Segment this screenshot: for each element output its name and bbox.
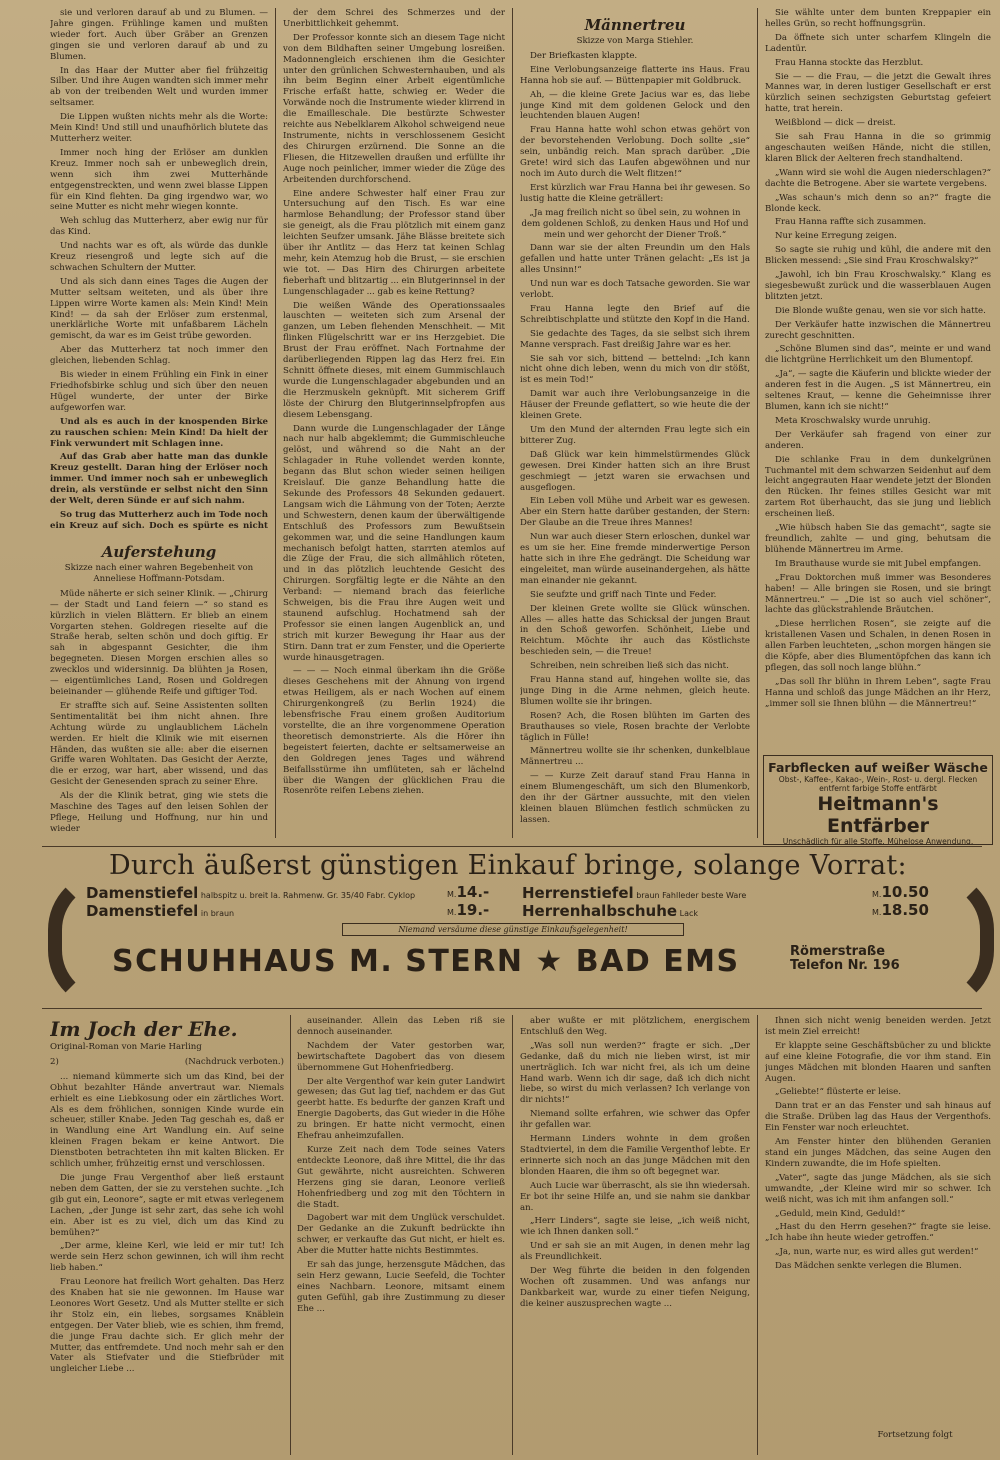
paragraph: Schreiben, nein schreiben ließ sich das nicht. xyxy=(530,661,729,672)
paragraph: Damit war auch ihre Verlobungsanzeige in die Häuser der Freunde geflattert, so wie heute die der kleinen Grete. xyxy=(520,389,750,422)
item-desc: Lack xyxy=(679,909,699,918)
paragraph: Am Fenster hinter den blühenden Geranien stand ein junges Mädchen, das seine Augen den Kindern zuwandte, die im Hofe spielten. xyxy=(765,1137,991,1169)
paragraph: Kurze Zeit nach dem Tode seines Vaters entdeckte Leonore, daß ihre Mittel, die ihr das Gut gewährte, nicht ausreichten. Schweren Herzens ging sie daran, Leonore verließ Hohenfriedberg und zog mit den Töchtern in die Stadt. xyxy=(297,1144,505,1210)
paragraph: „Schöne Blumen sind das“, meinte er und wand die lichtgrüne Herrlichkeit um den Blumentopf. xyxy=(765,344,991,366)
section-rule xyxy=(42,846,982,847)
paragraph: Die junge Frau Vergenthof aber ließ erstaunt neben dem Gatten, der sie zu verstehen suchte. „Ich gib gut ein, Leonore“, sagte er mit etwas verlegenem Lachen, „der Junge ist sehr zart, das sehe ich wohl ein. Aber ist es zu viel, dich um das Kind zu bemühen?“ xyxy=(50,1172,284,1238)
paragraph: Als der die Klinik betrat, ging wie stets die Maschine des Tages auf den leisen Sohlen der Pflege, Heilung und Hoffnung, nur hin und wieder xyxy=(50,791,268,834)
paragraph: So sagte sie ruhig und kühl, die andere mit den Blicken messend: „Sie sind Frau Kroschwalsky?“ xyxy=(765,245,991,267)
ad-line: entfernt farbige Stoffe entfärbt xyxy=(819,784,937,793)
paragraph: Aber das Mutterherz tat noch immer den gleichen, liebenden Schlag. xyxy=(50,345,268,367)
paragraph: „Diese herrlichen Rosen“, sie zeigte auf die kristallenen Vasen und Schalen, in denen Rosen in allen Farben leuchteten, „schon morgen hängen sie die Köpfe, aber dies Blumentöpfchen das kann ich pflegen, das soll noch lange blühn.“ xyxy=(765,619,991,673)
item-desc: in braun xyxy=(200,909,235,918)
paragraph: Nur keine Erregung zeigen. xyxy=(775,231,897,242)
paragraph: Er klappte seine Geschäftsbücher zu und blickte auf eine kleine Fotografie, die vor ihm stand. Ein junges Mädchen mit blonden Haaren und sanften Augen. xyxy=(765,1040,991,1084)
serial-column-2 xyxy=(297,1016,505,1456)
paragraph: Sie sah vor sich, bittend — bettelnd: „Ich kann nicht ohne dich leben, wenn du mich von dir stößt, ist es mein Tod!“ xyxy=(520,353,750,386)
paragraph: Weißblond — dick — dreist. xyxy=(775,118,896,129)
paragraph: „Ja, nun, warte nur, es wird alles gut werden!“ xyxy=(775,1247,979,1258)
paragraph: Männertreu wollte sie ihr schenken, dunkelblaue Männertreu ... xyxy=(520,746,750,768)
paragraph: Frau Hanna stand auf, hingehen wollte sie, das junge Ding in die Arme nehmen, gleich heute. Blumen wollte sie ihr bringen. xyxy=(520,675,750,707)
paragraph: „Hast du den Herrn gesehen?“ fragte sie leise. „Ich habe ihn heute wieder getroffen.“ xyxy=(765,1222,991,1244)
column-rule xyxy=(757,8,758,838)
paragraph: Im Brauthause wurde sie mit Jubel empfangen. xyxy=(775,558,982,569)
paragraph: Dagobert war mit dem Unglück verschuldet. Der Gedanke an die Zukunft bedrückte ihn schwer, er verkaufte das Gut nicht, er hielt es. Aber die Mutter hatte nichts Bestimmtes. xyxy=(297,1213,505,1257)
ad-headline: Farbflecken auf weißer Wäsche xyxy=(768,760,988,775)
paragraph: Eine andere Schwester half einer Frau zur Untersuchung auf den Tisch. Es war eine harmlose Behandlung; der Professor stand über sie geneigt, als die Frau plötzlich mit einem ganz leichten Seufzer umsank. Jähe Blässe breitete sich über ihr Antlitz — das Herz tat keinen Schlag mehr, kein Atemzug hob die Brust, — sie erschien wie tot. — Das Hirn des Chirurgen arbeitete fieberhaft und blitzartig ... ein Blutgerinnsel in der Lungenschlagader ... gab es keine Rettung? xyxy=(283,188,505,297)
paragraph: Die weißen Wände des Operationssaales lauschten — weiteten sich zum Arsenal der ganzen, um Leben flehenden Menschheit. — Mit flinken Flügelschritt war er ins Herzgebiet. Die Brust der Frau eröffnet. Nach Fortnahme der darüberliegenden Rippen lag das Herz frei. Ein Schnitt öffnete dieses, mit einem Gummischlauch wurde die Lungenschlagader abgebunden und an die Herzmuskeln geknüpft. Mit sicherem Griff löste der Chirurg den Blutgerinnselpfropfen aus diesem Lebensgang. xyxy=(283,300,505,420)
paragraph: Er straffte sich auf. Seine Assistenten sollten Sentimentalität bei ihm nicht ahnen. Ihre Achtung würde zu unglaublichem Lächeln werden. Er hielt die Klinik wie mit eisernen Händen, das wußten sie alle: aber die eisernen Griffe waren Wohltaten. Das Gesicht der Aerzte, die er erzog, war hart, aber wissend, und das Gesicht der Genesenden sprach zu seiner Ehre. xyxy=(50,700,268,788)
serial-number: 2) (Nachdruck verboten.) xyxy=(50,1056,284,1067)
paragraph: der dem Schrei des Schmerzes und der Unerbittlichkeit gehemmt. xyxy=(283,8,505,29)
ad-brand: Heitmann's Entfärber xyxy=(817,793,939,837)
paragraph: Frau Hanna legte den Brief auf die Schreibtischplatte und stützte den Kopf in die Hand. xyxy=(520,303,750,325)
paragraph: Hermann Linders wohnte in dem großen Stadtviertel, in dem die Familie Vergenthof lebte. Er erinnerte sich noch an das junge Mädchen mit den blonden Haaren, die ihm so oft begegnet war. xyxy=(520,1134,750,1177)
paragraph: „Vater“, sagte das junge Mädchen, als sie sich umwandte, „der Kleine wird mir so schwer. Ich weiß nicht, was ich mit ihm anfangen soll.“ xyxy=(765,1172,991,1205)
ad-item xyxy=(522,902,698,920)
ad-item xyxy=(86,884,415,902)
paragraph: Frau Hanna hatte wohl schon etwas gehört von der bevorstehenden Verlobung. Doch sollte „sie“ sein, unbändig reich. Man sprach darüber. „Die Grete! wird sich das Laufen abgewöhnen und nur noch im Auto durch die Welt flitzen!“ xyxy=(520,125,750,179)
paragraph: So trug das Mutterherz auch im Tode noch ein Kreuz auf sich. Doch es spürte es nicht xyxy=(50,509,268,530)
paragraph: Der Professor konnte sich an diesem Tage nicht von dem Bildhaften seiner Umgebung losreißen. Madonnengleich erschienen ihm die Gesichter unter den grünlichen Schwesternhauben, und als ihn beim Beginn einer Arbeit eigentümliche Frische erfaßt hatte, schwieg er. Weder die Vorwände noch die Instrumente wieder klirrend in die Emailleschale. Die bestürzte Schwester reichte aus Nebelklarem Alkohol schweigend neue Instrumente, nichts in verschlossenem Gesicht des Chirurgen erzürnend. Die Sonne an die Fliesen, die Hitzewellen draußen und erfüllte ihr Auge noch peinlicher, immer wieder die Züge des Arbeitenden durchforschend. xyxy=(283,32,505,185)
item-price: M.18.50 xyxy=(872,901,929,919)
shoe-store-ad xyxy=(42,850,974,1002)
paragraph: Nachdem der Vater gestorben war, bewirtschaftete Dagobert das von diesem übernommene Gut Hohenfriedberg. xyxy=(297,1040,505,1073)
paragraph: Frau Hanna raffte sich zusammen. xyxy=(775,217,927,228)
ad-item xyxy=(522,884,746,902)
item-name: Damenstiefel xyxy=(86,884,199,902)
story-title: Auferstehung xyxy=(101,543,217,561)
paragraph: „Was schaun's mich denn so an?“ fragte die Blonde keck. xyxy=(765,192,991,214)
paragraph: Eine Verlobungsanzeige flatterte ins Haus. Frau Hanna hob sie auf. — Büttenpapier mit Goldbruck. xyxy=(520,64,750,86)
paragraph: Weh schlug das Mutterherz, aber ewig nur für das Kind. xyxy=(50,216,268,238)
column-1-top xyxy=(50,8,268,530)
paragraph: Der Verkäufer hatte inzwischen die Männertreu zurecht geschnitten. xyxy=(765,319,991,341)
paragraph: Der kleinen Grete wollte sie Glück wünschen. Alles — alles hatte das Schicksal der jungen Braut in den Schoß geworfen. Schönheit, Liebe und Reichtum. Möchte ihr auch das Köstlichste beschieden sein, — die Treue! xyxy=(520,603,750,658)
paragraph: Und als es auch in der knospenden Birke zu rauschen schien: Mein Kind! Da hielt der Fink verwundert mit Schlagen inne. xyxy=(50,416,268,449)
ad-headline: Durch äußerst günstigen Einkauf bringe, solange Vorrat: xyxy=(109,850,907,881)
serial-footer: Fortsetzung folgt xyxy=(877,1430,953,1440)
paragraph: „Herr Linders“, sagte sie leise, „ich weiß nicht, wie ich Ihnen danken soll.“ xyxy=(520,1216,750,1238)
paragraph: sie und verloren darauf ab und zu Blumen. — Jahre gingen. Frühlinge kamen und mußten wieder fort. Auch über Gräber an Grenzen gingen sie und verloren darauf ab und zu Blumen. xyxy=(50,8,268,62)
paragraph: Der Verkäufer sah fragend von einer zur anderen. xyxy=(765,429,991,451)
item-name: Herrenstiefel xyxy=(522,884,634,902)
paragraph: Immer noch hing der Erlöser am dunklen Kreuz. Immer noch sah er unbeweglich drein, wenn sich ihm zwei Mutterhände entgegenstreckten, und wenn zwei blasse Lippen für ein Kind flehten. Da ging irgendwo war, wo seine Mutter es nicht mehr wiegen konnte. xyxy=(50,147,268,213)
paragraph: Frau Leonore hat freilich Wort gehalten. Das Herz des Knaben hat sie nie gewonnen. Im Hause war Leonores Wort Gesetz. Und als Mutter stellte er sich ihr Stolz ein, ein liebes, sorgsames Knäblein entgegen. Der Vater blieb, wie es schien, ihm fremd, die junge Frau dachte sich. Er glich mehr der Mutter, das entfremdete. Und noch mehr sah er den Vater als Stiefvater und die Stiefbrüder mit ungleicher Liebe ... xyxy=(50,1277,284,1375)
story-subtitle: Skizze nach einer wahren Begebenheit von Anneliese Hoffmann-Potsdam. xyxy=(64,563,254,584)
story-subtitle: Skizze von Marga Stiehler. xyxy=(576,36,694,46)
paragraph: Auf das Grab aber hatte man das dunkle Kreuz gestellt. Daran hing der Erlöser noch immer. Und immer noch sah er unbeweglich drein, als verstünde er selbst nicht den Sinn der Welt, deren Sünde er auf sich nahm. xyxy=(50,452,268,507)
paragraph: Auch Lucie war überrascht, als sie ihn wiedersah. Er bot ihr seine Hilfe an, und sie nahm sie dankbar an. xyxy=(520,1180,750,1213)
paragraph: Nun war auch dieser Stern erloschen, dunkel war es um sie her. Eine fremde minderwertige Person hatte sich in ihre Ehe gedrängt. Die Scheidung war eingeleitet, man würde auseinandergehen, als hätte man einander nie gekannt. xyxy=(520,532,750,586)
paragraph: Und er sah sie an mit Augen, in denen mehr lag als Freundlichkeit. xyxy=(520,1241,750,1263)
paragraph: Rosen? Ach, die Rosen blühten im Garten des Brauthauses so viele, Rosen brachte der Verlobte täglich in Fülle! xyxy=(520,710,750,743)
paragraph: Das Mädchen senkte verlegen die Blumen. xyxy=(775,1261,962,1272)
serial-title: Im Joch der Ehe. xyxy=(50,1017,238,1041)
ad-address: Römerstraße Telefon Nr. 196 xyxy=(790,944,900,973)
ad-line: Obst-, Kaffee-, Kakao-, Wein-, Rost- u. dergl. Flecken xyxy=(778,775,978,784)
paragraph: Die Blonde wußte genau, wen sie vor sich hatte. xyxy=(775,305,986,316)
item-name: Damenstiefel xyxy=(86,902,199,920)
paragraph: „Was soll nun werden?“ fragte er sich. „Der Gedanke, daß du mich nie lieben wirst, ist mir unerträglich. Ich war nicht frei, als ich um deine Hand warb. Wenn ich dir sage, daß ich dich nicht liebe, so wirst du mich verlassen? Ich verlange von dir nichts!“ xyxy=(520,1040,750,1106)
paragraph: Und nachts war es oft, als würde das dunkle Kreuz riesengroß und legte sich auf die schwachen Schultern der Mutter. xyxy=(50,241,268,273)
story-title: Männertreu xyxy=(584,16,686,34)
ad-notice: Niemand versäume diese günstige Einkaufsgelegenheit! xyxy=(342,923,684,936)
paragraph: Niemand sollte erfahren, wie schwer das Opfer ihr gefallen war. xyxy=(520,1109,750,1131)
paragraph: Er sah das junge, herzensgute Mädchen, das sein Herz gewann, Lucie Seefeld, die Tochter eines Nachbarn. Leonore, mitsamt einem guten Gefühl, gab ihre Zustimmung zu dieser Ehe ... xyxy=(297,1260,505,1314)
column-rule xyxy=(290,1015,291,1455)
item-desc: braun Fahlleder beste Ware xyxy=(636,891,747,900)
item-price: M.19.- xyxy=(447,901,490,919)
paragraph: Dann trat er an das Fenster und sah hinaus auf die Straße. Drüben lag das Haus der Vergenthofs. Ein Fenster war noch erleuchtet. xyxy=(765,1101,991,1134)
stain-remover-ad xyxy=(763,755,993,845)
ad-line: Unschädlich für alle Stoffe. Mühelose Anwendung. xyxy=(782,837,974,845)
paragraph: „Frau Doktorchen muß immer was Besonderes haben! — Alle bringen sie Rosen, und sie bringt Männertreu.“ — „Die ist so auch viel schöner“, lachte das glückstrahlende Bräutchen. xyxy=(765,572,991,616)
paragraph: Da öffnete sich unter scharfem Klingeln die Ladentür. xyxy=(765,32,991,54)
paragraph: „Geliebte!“ flüsterte er leise. xyxy=(775,1087,901,1098)
paragraph: Und nun war es doch Tatsache geworden. Sie war verlobt. xyxy=(520,279,750,301)
verse: „Ja mag freilich nicht so übel sein, zu wohnen in dem goldenen Schloß, zu denken Haus und Hof und mein und wer gehorcht der Diener Troß.“ xyxy=(521,207,749,240)
paragraph: Müde näherte er sich seiner Klinik. — „Chirurg — der Stadt und Land feiern —“ so stand es kürzlich in vielen Blättern. Er blieb an einem Vorgarten stehen. Goldregen rieselte auf die Straße herab, selten schön und doch giftig. Er sah in abgespannt Gesichter, die ihm begegneten. Diesen Morgen erschien alles so zwecklos und widersinnig. Da blühten ja Rosen, — eigentümliches Land, Rosen und Goldregen beieinander — glühende Reife und giftiger Tod. xyxy=(50,588,268,697)
paragraph: Der Briefkasten klappte. xyxy=(530,50,638,61)
paragraph: Sie seufzte und griff nach Tinte und Feder. xyxy=(530,589,717,600)
paragraph: Ah, — die kleine Grete Jacius war es, das liebe junge Kind mit dem goldenen Gelock und den leuchtenden blauen Augen! xyxy=(520,89,750,122)
paragraph: „Das soll Ihr blühn in Ihrem Leben“, sagte Frau Hanna und schloß das junge Mädchen an ihr Herz, „immer soll sie Ihnen blühn — die Männertreu!“ xyxy=(765,676,991,709)
item-name: Herrenhalbschuhe xyxy=(522,902,678,920)
column-rule xyxy=(512,1015,513,1455)
paragraph: ... niemand kümmerte sich um das Kind, bei der Obhut bezahlter Hände anvertraut war. Niemals erhielt es eine Liebkosung oder ein zärtliches Wort. Als es dem fröhlichen, sonnigen Kinde wurde ein scheuer, stiller Knabe. Jeden Tag geschah es, daß er in Wandlung eine Art Wandlung ein. Auf seine kleinen Fragen bekam er keine Antwort. Die Dienstboten betrachteten ihn mit kalten Blicken. Er schlich umher, frühzeitig ernst und verschlossen. xyxy=(50,1071,284,1170)
paragraph: Sie gedachte des Tages, da sie selbst sich ihrem Manne versprach. Fast dreißig Jahre war es her. xyxy=(520,328,750,350)
paragraph: Die schlanke Frau in dem dunkelgrünen Tuchmantel mit dem schwarzen Seidenhut auf dem leicht angegrauten Haar wendete jetzt der Blonden den Rücken. Ihr feines stilles Gesicht war mit zartem Rot überhaucht, das sie jung und lieblich erscheinen ließ. xyxy=(765,454,991,520)
ad-item xyxy=(86,902,234,920)
paragraph: Um den Mund der alternden Frau legte sich ein bitterer Zug. xyxy=(520,425,750,446)
column-rule xyxy=(512,8,513,838)
serial-subtitle: Original-Roman von Marie Harling xyxy=(50,1042,202,1052)
paragraph: Frau Hanna stockte das Herzblut. xyxy=(775,57,924,68)
column-4 xyxy=(765,8,991,750)
paragraph: Die Lippen wußten nichts mehr als die Worte: Mein Kind! Und still und unaufhörlich blutete das Mutterherz weiter. xyxy=(50,112,268,144)
serial-column-4 xyxy=(765,1016,991,1416)
paragraph: — — — Noch einmal überkam ihn die Größe dieses Geschehens mit der Ahnung von irgend etwas Heiligem, als er nach Wochen auf einem Chirurgenkongreß (zu Berlin 1924) die lebensfrische Frau einem großen Auditorium vorstellte, die an ihre vorgenommene Operation theoretisch demonstrierte. Als die Hörer ihn begeistert feierten, dachte er seltsamerweise an den Goldregen jenes Tages und während Beifallsstürme ihn umflüteten, sah er lächelnd über die Wangen der glücklichen Frau die Rosenröte reifen Lebens ziehen. xyxy=(283,666,505,797)
item-price: M.14.- xyxy=(447,883,490,901)
paragraph: Dann wurde die Lungenschlagader der Länge nach nur halb abgeklemmt; die Gummischleuche gelöst, und während so die Naht an der Schlagader in Ruhe vollendet werden konnte, begann das Blut schon wieder seinen heiligen Kreislauf. Die ganze Behandlung hatte die Sekunde des Professors 48 Sekunden gedauert. Langsam wich die Lähmung von der Toten; Aerzte und Schwestern, denen kaum der überwältigende Entschluß des Professors zum Bewußtsein gekommen war, und die seine Handlungen kaum mechanisch befolgt hatten, starrten atemlos auf die Züge der Frau, die sich allmählich röteten, und in das plötzlich leuchtende Gesicht des Chirurgen. Sorgfältig legte er die Nähte an den Verband: — niemand brach das feierliche Schweigen, bis die Frau ihre Augen weit und staunend aufschlug. Hochatmend sah der Professor sie einen langen Augenblick an, und strich mit kurzer Bewegung ihr Haar aus der Stirn. Dann trat er zum Fenster, und die Operierte wurde hinausgetragen. xyxy=(283,423,505,663)
paragraph: Ein Leben voll Mühe und Arbeit war es gewesen. Aber ein Stern hatte darüber gestanden, der Stern: Der Glaube an die Treue ihres Mannes! xyxy=(520,496,750,529)
column-3 xyxy=(520,8,750,840)
column-rule xyxy=(757,1015,758,1455)
paragraph: „Wie hübsch haben Sie das gemacht“, sagte sie freundlich, zahlte — und ging, behutsam die blühende Männertreu im Arme. xyxy=(765,523,991,555)
paragraph: „Ja“, — sagte die Käuferin und blickte wieder der anderen fest in die Augen. „S ist Männertreu, ein seltenes Kraut, — kenne die Geheimnisse ihrer Blumen, kann ich sie nicht!“ xyxy=(765,369,991,412)
paragraph: In das Haar der Mutter aber fiel frühzeitig Silber. Und ihre Augen wandten sich immer mehr ab von der treibenden Welt und wurden immer seltsamer. xyxy=(50,65,268,109)
paragraph: Ihnen sich nicht wenig beneiden werden. Jetzt ist mein Ziel erreicht! xyxy=(765,1016,991,1037)
paragraph: Sie — — die Frau, — die jetzt die Gewalt ihres Mannes war, in deren lustiger Gesellschaft er erst kürzlich seinen sechzigsten Geburtstag gefeiert hatte, trat herein. xyxy=(765,71,991,115)
paragraph: „Jawohl, ich bin Frau Kroschwalsky.“ Klang es siegesbewußt zurück und die wasserblauen Augen blitzten jetzt. xyxy=(765,270,991,302)
paragraph: Sie wählte unter dem bunten Kreppapier ein helles Grün, so recht hoffnungsgrün. xyxy=(765,8,991,29)
paragraph: Dann war sie der alten Freundin um den Hals gefallen und hatte unter Tränen gelacht: „Es ist ja alles Unsinn!“ xyxy=(520,243,750,276)
item-price: M.10.50 xyxy=(872,883,929,901)
paragraph: Erst kürzlich war Frau Hanna bei ihr gewesen. So lustig hatte die Kleine geträllert: xyxy=(520,182,750,204)
paragraph: auseinander. Allein das Leben riß sie dennoch auseinander. xyxy=(297,1016,505,1037)
paragraph: Der Weg führte die beiden in den folgenden Wochen oft zusammen. Und was anfangs nur Dankbarkeit war, wurde zu einer tiefen Neigung, die keiner auszusprechen wagte ... xyxy=(520,1266,750,1309)
paragraph: Bis wieder in einem Frühling ein Fink in einer Friedhofsbirke schlug und sich über den neuen Hügel wunderte, der unter der Birke aufgeworfen war. xyxy=(50,370,268,413)
paragraph: Sie sah Frau Hanna in die so grimmig angeschauten weißen Hände, nicht die stillen, klaren Blick der Aelteren frech standhaltend. xyxy=(765,132,991,164)
serial-column-3 xyxy=(520,1016,750,1456)
paragraph: „Geduld, mein Kind, Geduld!“ xyxy=(775,1208,906,1219)
paragraph: aber wußte er mit plötzlichem, energischem Entschluß den Weg. xyxy=(520,1016,750,1037)
column-rule xyxy=(275,8,276,838)
column-2 xyxy=(283,8,505,840)
paragraph: Und als sich dann eines Tages die Augen der Mutter seltsam weiteten, und als über ihre Lippen wirre Worte kamen als: Mein Kind! Mein Kind! — da sah der Erlöser zum erstenmal, unerklärliche Worte mit unfaßbarem Lächeln gemischt, da war es im Geist trübe geworden. xyxy=(50,276,268,342)
paragraph: „Der arme, kleine Kerl, wie leid er mir tut! Ich werde sein Herz schon gewinnen, ich will ihm recht lieb haben.“ xyxy=(50,1241,284,1274)
paragraph: Daß Glück war kein himmelstürmendes Glück gewesen. Drei Kinder hatten sich an ihre Brust geschmiegt — jetzt waren sie erwachsen und ausgeflogen. xyxy=(520,449,750,493)
paragraph: — — Kurze Zeit darauf stand Frau Hanna in einem Blumengeschäft, um sich den Blumenkorb, den ihr der Gärtner aussuchte, mit den vielen kleinen blauen Blümchen festlich schmücken zu lassen. xyxy=(520,771,750,825)
paragraph: Meta Kroschwalsky wurde unruhig. xyxy=(775,415,931,426)
serial-column-1 xyxy=(50,1016,284,1456)
ad-shop-name: SCHUHHAUS M. STERN ★ BAD EMS xyxy=(112,944,740,979)
column-1-story xyxy=(50,535,268,838)
paragraph: Der alte Vergenthof war kein guter Landwirt gewesen; das Gut lag tief, nachdem er das Gut geerbt hatte. Es bedurfte der ganzen Kraft und Energie Dagoberts, das Gut wieder in die Höhe zu bringen. Er hatte nicht vermocht, einen Ehefrau anheimzufallen. xyxy=(297,1076,505,1142)
paragraph: „Wann wird sie wohl die Augen niederschlagen?“ dachte die Betrogene. Aber sie wartete vergebens. xyxy=(765,167,991,189)
item-desc: halbspitz u. breit Ia. Rahmenw. Gr. 35/40 Fabr. Cyklop xyxy=(200,891,416,900)
